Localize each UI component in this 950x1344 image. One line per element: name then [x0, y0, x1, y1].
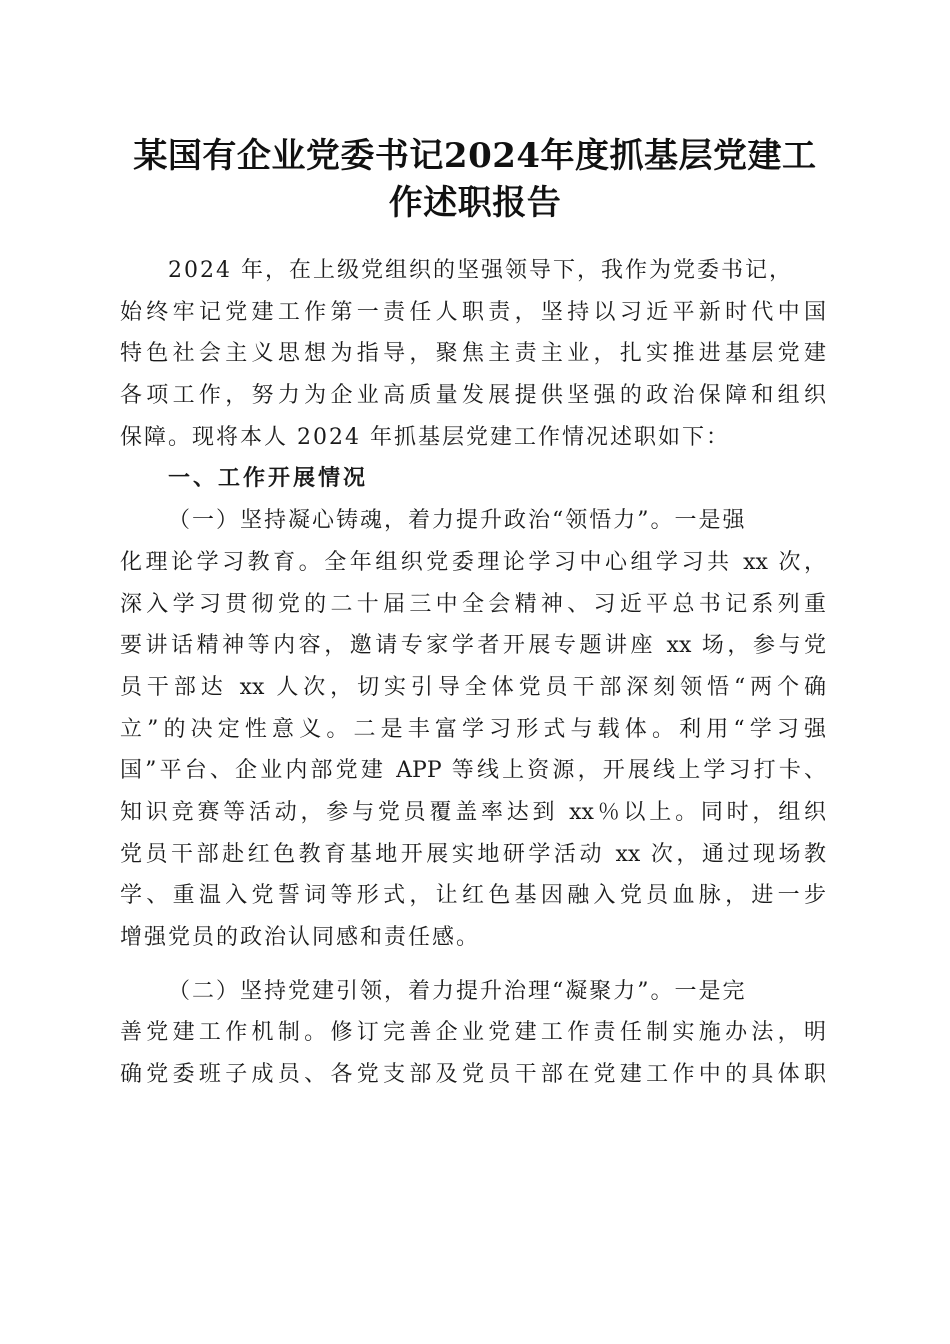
- document-body: [120, 250, 826, 1096]
- text-line: 化理论学习教育。全年组织党委理论学习中心组学习共 xx 次，: [120, 549, 826, 575]
- document-title: [100, 133, 850, 227]
- text-line: （二）坚持党建引领，着力提升治理“凝聚力”。一是完: [168, 978, 747, 1004]
- text-line: 2024 年，在上级党组织的坚强领导下，我作为党委书记，: [168, 258, 793, 283]
- text-line: 知识竞赛等活动，参与党员覆盖率达到 xx％以上。同时，组织: [120, 799, 826, 825]
- subsection-paragraph-1: [120, 500, 826, 959]
- heading-text: 一、工作开展情况: [168, 466, 369, 492]
- text-line: 始终牢记党建工作第一责任人职责，坚持以习近平新时代中国: [120, 299, 826, 325]
- title-line: 某国有企业党委书记2024年度抓基层党建工: [133, 136, 817, 176]
- text-line: 要讲话精神等内容，邀请专家学者开展专题讲座 xx 场，参与党: [120, 633, 826, 659]
- intro-paragraph: [120, 250, 826, 458]
- text-line: 增强党员的政治认同感和责任感。: [120, 925, 481, 950]
- subsection-paragraph-2: [120, 971, 826, 1096]
- text-line: 国”平台、企业内部党建 APP 等线上资源，开展线上学习打卡、: [120, 758, 826, 784]
- text-line: 善党建工作机制。修订完善企业党建工作责任制实施办法，明: [120, 1020, 826, 1046]
- text-line: 深入学习贯彻党的二十届三中全会精神、习近平总书记系列重: [120, 591, 826, 617]
- text-line: （一）坚持凝心铸魂，着力提升政治“领悟力”。一是强: [168, 508, 747, 534]
- title-line: 作述职报告: [388, 183, 562, 223]
- text-line: 确党委班子成员、各党支部及党员干部在党建工作中的具体职: [120, 1062, 826, 1088]
- text-line: 特色社会主义思想为指导，聚焦主责主业，扎实推进基层党建: [120, 341, 826, 367]
- text-line: 立”的决定性意义。二是丰富学习形式与载体。利用“学习强: [120, 716, 826, 742]
- text-line: 员干部达 xx 人次，切实引导全体党员干部深刻领悟“两个确: [120, 674, 826, 700]
- text-line: 保障。现将本人 2024 年抓基层党建工作情况述职如下：: [120, 424, 730, 450]
- text-line: 党员干部赴红色教育基地开展实地研学活动 xx 次，通过现场教: [120, 841, 826, 867]
- text-line: 各项工作，努力为企业高质量发展提供坚强的政治保障和组织: [120, 383, 826, 409]
- text-line: 学、重温入党誓词等形式，让红色基因融入党员血脉，进一步: [120, 883, 826, 909]
- section-heading: [120, 458, 826, 500]
